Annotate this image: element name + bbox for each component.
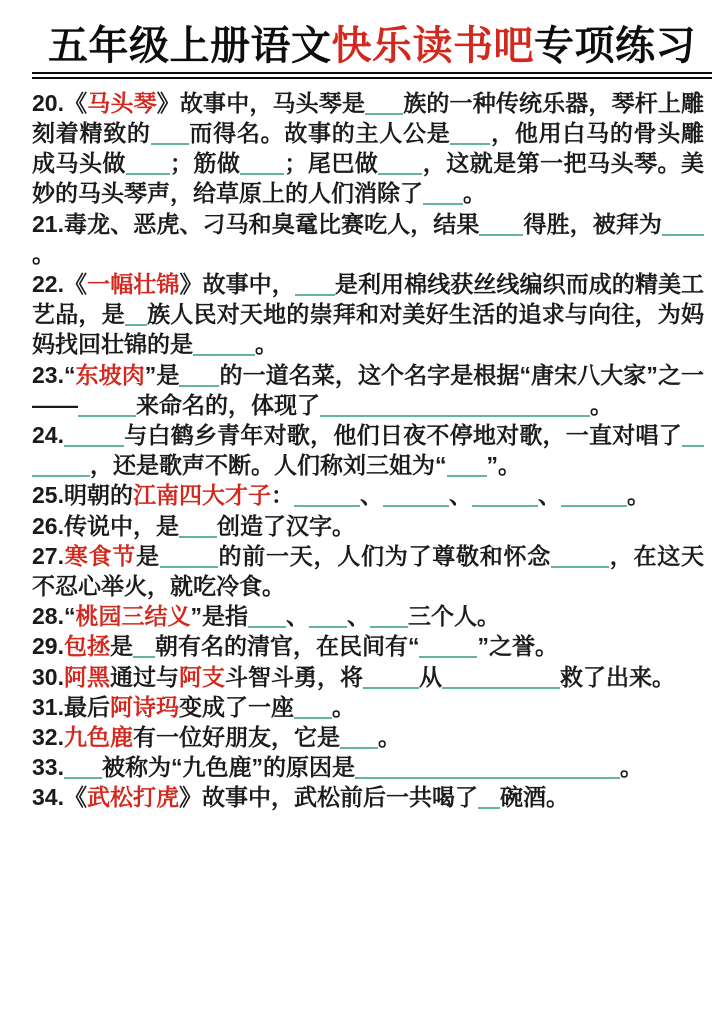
answer-blank bbox=[294, 483, 360, 507]
question-item bbox=[32, 782, 704, 812]
key-term: 一幅壮锦 bbox=[87, 271, 180, 298]
text-segment: ”是指 bbox=[190, 603, 248, 630]
text-segment: 、 bbox=[359, 482, 383, 509]
text-segment: “ bbox=[63, 603, 76, 630]
text-segment: ”是 bbox=[144, 361, 180, 388]
question-item bbox=[32, 541, 704, 601]
question-number: 27. bbox=[32, 542, 64, 569]
text-segment: 》故事中，武松前后一共喝了 bbox=[178, 784, 478, 811]
text-segment: 碗酒。 bbox=[499, 784, 569, 811]
text-segment: 最后 bbox=[63, 693, 110, 720]
title-segment-right: 专项练习 bbox=[534, 24, 696, 68]
question-number: 21. bbox=[32, 210, 64, 237]
text-segment: 》故事中，马头琴是 bbox=[156, 89, 366, 116]
answer-blank bbox=[193, 332, 255, 356]
text-segment: 有一位好朋友，它是 bbox=[132, 724, 340, 751]
answer-blank bbox=[378, 151, 422, 175]
answer-blank bbox=[447, 453, 487, 477]
answer-blank bbox=[472, 483, 538, 507]
text-segment: 。 bbox=[32, 240, 55, 267]
text-segment: 创造了汉字。 bbox=[216, 512, 355, 539]
answer-blank bbox=[682, 423, 704, 447]
key-term: 江南四大才子 bbox=[132, 482, 271, 509]
answer-blank bbox=[355, 755, 620, 779]
text-segment: 是利用棉线获丝线编织而成的精美工艺品，是 bbox=[32, 271, 705, 328]
answer-blank bbox=[133, 634, 155, 658]
text-segment: 明朝的 bbox=[63, 482, 133, 509]
text-segment: ，这就是第一把马头琴。美妙的马头琴声，给草原上的人们消除了 bbox=[32, 150, 705, 207]
text-segment: 、 bbox=[285, 603, 309, 630]
text-segment: 。 bbox=[626, 482, 650, 509]
text-segment: 的前一天，人们为了尊敬和怀念 bbox=[217, 542, 552, 569]
text-segment: 朝有名的清官，在民间有“ bbox=[154, 633, 420, 660]
text-segment: 《 bbox=[63, 784, 87, 811]
question-item bbox=[32, 601, 704, 631]
text-segment: 《 bbox=[63, 271, 88, 298]
answer-blank bbox=[126, 151, 170, 175]
answer-blank bbox=[662, 212, 704, 236]
text-segment: 《 bbox=[63, 89, 88, 116]
answer-blank bbox=[294, 695, 332, 719]
answer-blank bbox=[561, 483, 627, 507]
text-segment: 。 bbox=[590, 391, 613, 418]
key-term: 桃园三结义 bbox=[75, 603, 191, 630]
answer-blank bbox=[32, 453, 90, 477]
text-segment: ；筋做 bbox=[169, 150, 241, 177]
question-item bbox=[32, 209, 704, 269]
question-item bbox=[32, 692, 704, 722]
question-number: 28. bbox=[32, 603, 64, 630]
text-segment: ，在这天不忍心举火，就吃冷食。 bbox=[32, 542, 705, 600]
title-segment-highlight: 快乐读书吧 bbox=[331, 24, 534, 68]
answer-blank bbox=[450, 121, 490, 145]
question-number: 26. bbox=[32, 512, 64, 539]
text-segment: 与白鹤乡青年对歌，他们日夜不停地对歌，一直对唱了 bbox=[123, 422, 682, 449]
text-segment: 斗智斗勇，将 bbox=[224, 663, 363, 690]
text-segment: ，还是歌声不断。人们称刘三姐为“ bbox=[90, 452, 447, 479]
question-item bbox=[32, 88, 704, 209]
question-item bbox=[32, 480, 704, 510]
text-segment: 被称为“九色鹿”的原因是 bbox=[101, 754, 355, 781]
answer-blank bbox=[442, 665, 560, 689]
text-segment: ”。 bbox=[486, 452, 521, 479]
text-segment: 毒龙、恶虎、刁马和臭鼋比赛吃人，结果 bbox=[63, 210, 480, 237]
answer-blank bbox=[248, 604, 286, 628]
question-number: 33. bbox=[32, 754, 64, 781]
key-term: 包拯 bbox=[63, 633, 110, 660]
key-term: 阿支 bbox=[178, 663, 225, 690]
text-segment: 。 bbox=[463, 180, 486, 207]
text-segment: 》故事中， bbox=[179, 271, 295, 298]
question-item bbox=[32, 722, 704, 752]
answer-blank bbox=[363, 665, 419, 689]
answer-blank bbox=[419, 634, 477, 658]
question-item bbox=[32, 360, 704, 420]
question-number: 25. bbox=[32, 482, 64, 509]
key-term: 寒食节 bbox=[63, 542, 136, 569]
answer-blank bbox=[320, 393, 590, 417]
text-segment: 族人民对天地的崇拜和对美好生活的追求与向往，为妈妈找回壮锦的是 bbox=[32, 301, 705, 358]
question-item bbox=[32, 511, 704, 541]
answer-blank bbox=[240, 151, 284, 175]
answer-blank bbox=[309, 604, 347, 628]
question-number: 31. bbox=[32, 693, 64, 720]
text-segment: 的一道名菜，这个名字是根据“唐宋八大家”之一—— bbox=[32, 361, 705, 418]
question-number: 29. bbox=[32, 633, 64, 660]
text-segment: 通过与 bbox=[109, 663, 179, 690]
text-segment: ： bbox=[270, 482, 294, 509]
key-term: 马头琴 bbox=[87, 89, 157, 116]
key-term: 武松打虎 bbox=[86, 784, 179, 811]
question-item bbox=[32, 662, 704, 692]
answer-blank bbox=[479, 212, 523, 236]
text-segment: 、 bbox=[346, 603, 370, 630]
answer-blank bbox=[383, 483, 449, 507]
text-segment: 。 bbox=[377, 724, 401, 751]
text-segment: 是 bbox=[136, 542, 160, 569]
answer-blank bbox=[78, 393, 136, 417]
question-item bbox=[32, 269, 704, 360]
text-segment: 、 bbox=[448, 482, 472, 509]
answer-blank bbox=[551, 544, 609, 568]
answer-blank bbox=[423, 181, 463, 205]
text-segment: ”之誉。 bbox=[477, 633, 558, 660]
question-number: 20. bbox=[32, 89, 64, 116]
answer-blank bbox=[151, 121, 189, 145]
text-segment: ，他用白马的骨头雕成马头做 bbox=[32, 120, 705, 177]
question-list bbox=[32, 88, 704, 813]
text-segment: 传说中，是 bbox=[63, 512, 179, 539]
answer-blank bbox=[365, 91, 403, 115]
title-segment-left: 五年级上册语文 bbox=[48, 24, 332, 68]
text-segment: “ bbox=[63, 361, 76, 388]
text-segment: 三个人。 bbox=[407, 603, 500, 630]
text-segment: 得胜，被拜为 bbox=[523, 210, 663, 237]
text-segment: 。 bbox=[331, 693, 355, 720]
question-number: 23. bbox=[32, 361, 64, 388]
question-number: 34. bbox=[32, 784, 64, 811]
answer-blank bbox=[340, 725, 378, 749]
text-segment: 族的一种传统乐器，琴杆上雕刻着精致的 bbox=[32, 89, 705, 146]
answer-blank bbox=[64, 755, 102, 779]
question-number: 30. bbox=[32, 663, 64, 690]
text-segment: 、 bbox=[537, 482, 561, 509]
text-segment: 从 bbox=[418, 663, 442, 690]
page-title bbox=[32, 24, 712, 69]
question-item bbox=[32, 420, 704, 480]
text-segment: 是 bbox=[109, 633, 133, 660]
question-number: 22. bbox=[32, 271, 64, 298]
text-segment: 救了出来。 bbox=[559, 663, 675, 690]
text-segment: 。 bbox=[619, 754, 643, 781]
key-term: 东坡肉 bbox=[75, 361, 145, 388]
key-term: 阿黑 bbox=[63, 663, 110, 690]
question-number: 24. bbox=[32, 422, 64, 449]
question-item bbox=[32, 752, 704, 782]
answer-blank bbox=[179, 514, 217, 538]
key-term: 九色鹿 bbox=[63, 724, 133, 751]
text-segment: 来命名的，体现了 bbox=[136, 391, 320, 418]
title-double-underline bbox=[32, 24, 712, 79]
key-term: 阿诗玛 bbox=[109, 693, 179, 720]
text-segment: ；尾巴做 bbox=[284, 150, 379, 177]
question-number: 32. bbox=[32, 724, 64, 751]
text-segment: 变成了一座 bbox=[178, 693, 294, 720]
answer-blank bbox=[370, 604, 408, 628]
answer-blank bbox=[295, 272, 335, 296]
answer-blank bbox=[478, 785, 500, 809]
answer-blank bbox=[64, 423, 124, 447]
answer-blank bbox=[160, 544, 218, 568]
text-segment: 而得名。故事的主人公是 bbox=[188, 120, 451, 146]
answer-blank bbox=[125, 302, 147, 326]
question-item bbox=[32, 631, 704, 661]
text-segment: 。 bbox=[255, 331, 278, 358]
answer-blank bbox=[179, 363, 219, 387]
